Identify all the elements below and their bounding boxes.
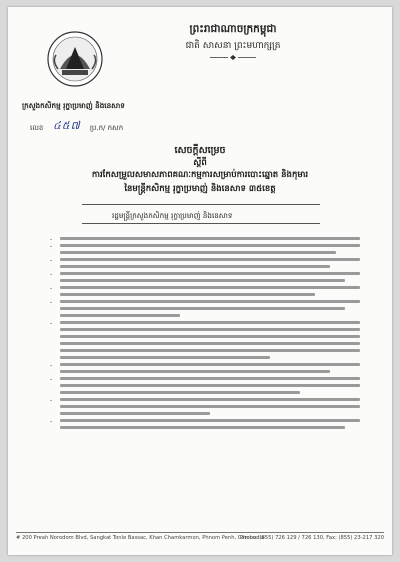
body-paragraph [50, 397, 360, 415]
body-paragraph [50, 362, 360, 373]
body-paragraph [50, 320, 360, 359]
handwritten-reference-number: ៤៥៧ [53, 119, 81, 132]
text-line [60, 412, 210, 415]
body-paragraph [50, 376, 360, 394]
text-line [60, 293, 315, 296]
text-line [60, 265, 330, 268]
body-paragraph [50, 271, 360, 282]
text-line [60, 258, 360, 261]
body-paragraph [50, 243, 360, 254]
bullet-marker: - [50, 299, 53, 306]
text-line [60, 349, 360, 352]
bullet-marker: - [50, 418, 53, 425]
text-line [60, 391, 300, 394]
motto-heading: ជាតិ សាសនា ព្រះមហាក្សត្រ [185, 41, 281, 51]
bullet-marker: - [50, 362, 53, 369]
title-subject-line: ការកែសម្រួលសមាសភាពគណៈកម្មការសម្រាប់ការបោះឆ្នោត និងកុមារ [91, 170, 309, 180]
text-line [60, 426, 345, 429]
bullet-marker: - [50, 243, 53, 250]
bullet-marker: - [50, 397, 53, 404]
bullet-marker: - [50, 271, 53, 278]
ornament-divider [210, 55, 256, 60]
text-line [60, 300, 360, 303]
text-line [60, 307, 345, 310]
text-line [60, 328, 360, 331]
text-line [60, 356, 270, 359]
document-body [50, 233, 360, 433]
text-line [60, 405, 360, 408]
kingdom-heading: ព្រះរាជាណាចក្រកម្ពុជា [189, 23, 277, 35]
footer-rule [16, 532, 384, 533]
body-paragraph [50, 418, 360, 429]
document-title: សេចក្តីសម្រេច [174, 145, 226, 156]
text-line [60, 370, 330, 373]
reference-label: លេខ [30, 124, 44, 132]
issuer-line: រដ្ឋមន្ត្រីក្រសួងកសិកម្ម រុក្ខាប្រមាញ់ និងនេសាទ [112, 211, 233, 220]
ministry-emblem-icon [46, 29, 104, 89]
footer-address: # 200 Preah Norodom Blvd, Sangkat Tonle Bassac, Khan Chamkarmon, Phnom Penh, Cambodia [16, 535, 265, 541]
text-line [60, 363, 360, 366]
text-line [60, 377, 360, 380]
text-line [60, 244, 360, 247]
divider-bottom [82, 223, 320, 224]
text-line [60, 286, 360, 289]
title-subject-line-2: នៃមន្ត្រីកសិកម្ម រុក្ខាប្រមាញ់ និងនេសាទ ៣៥ខេត្ត [124, 184, 276, 194]
bullet-marker: - [50, 285, 53, 292]
text-line [60, 398, 360, 401]
body-paragraph [50, 257, 360, 268]
text-line [60, 321, 360, 324]
ministry-name: ក្រសួងកសិកម្ម រុក្ខាប្រមាញ់ និងនេសាទ [22, 101, 125, 110]
text-line [60, 314, 180, 317]
text-line [60, 237, 360, 240]
text-line [60, 384, 360, 387]
body-paragraph [50, 285, 360, 296]
bullet-marker: - [50, 236, 53, 243]
text-line [60, 251, 336, 254]
footer-contact: Phone: (855) 726 129 / 726 130, Fax: (855) 23-217 320 [240, 535, 384, 541]
document-page [8, 7, 392, 555]
divider-top [82, 204, 320, 205]
bullet-marker: - [50, 376, 53, 383]
text-line [60, 272, 360, 275]
text-line [60, 342, 360, 345]
bullet-marker: - [50, 320, 53, 327]
text-line [60, 279, 345, 282]
text-line [60, 335, 360, 338]
text-line [60, 419, 360, 422]
reference-suffix: ប្រ.ក/ កសក [89, 124, 124, 132]
bullet-marker: - [50, 257, 53, 264]
body-paragraph [50, 236, 360, 243]
title-subject-label: ស្តីពី [193, 158, 207, 168]
body-paragraph [50, 299, 360, 317]
